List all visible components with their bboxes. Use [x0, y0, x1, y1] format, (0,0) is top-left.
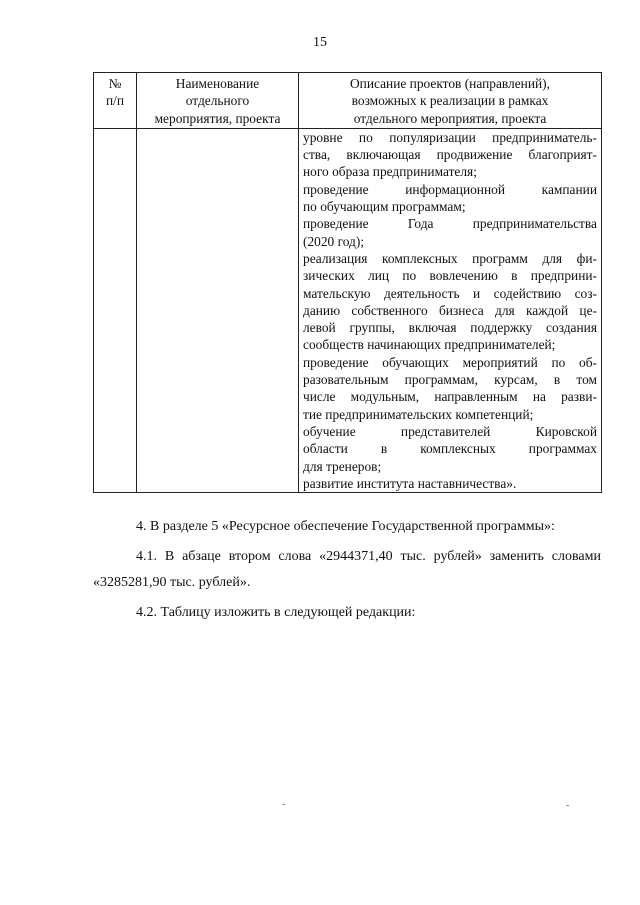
description-line: проведение информационной кампании	[303, 181, 597, 197]
description-line: (2020 год);	[303, 233, 365, 249]
table-header-row	[94, 73, 602, 129]
paragraph-4-1-line-2: «3285281,90 тыс. рублей».	[93, 575, 251, 590]
row-description-cell	[299, 128, 602, 492]
header-line: п/п	[105, 93, 125, 109]
paragraph-4-2: 4.2. Таблицу изложить в следующей редакции:	[136, 605, 416, 620]
description-line: мательскую деятельность и содействию соз-	[303, 285, 597, 301]
scan-mark: ‐	[566, 800, 570, 811]
header-line: отдельного мероприятия, проекта	[353, 110, 547, 126]
description-line: проведение обучающих мероприятий по об-	[303, 354, 597, 370]
paragraph-section-4: 4. В разделе 5 «Ресурсное обеспечение Государственной программы»:	[136, 519, 555, 534]
projects-table	[93, 72, 602, 493]
paragraph-4-1-line-1: 4.1. В абзаце втором слова «2944371,40 тыс. рублей» заменить словами	[136, 549, 601, 564]
header-name	[137, 73, 299, 129]
description-line: левой группы, включая поддержку создания	[303, 320, 597, 336]
description-line: тие предпринимательских компетенций;	[303, 406, 534, 422]
header-line: Описание проектов (направлений),	[350, 76, 550, 91]
description-line: ного образа предпринимателя;	[303, 164, 477, 180]
description-line: данию собственного бизнеса для каждой це-	[303, 302, 597, 318]
row-name-cell	[137, 128, 299, 492]
description-line: реализация комплексных программ для фи-	[303, 250, 597, 266]
header-line: №	[108, 76, 122, 91]
description-line: области в комплексных программах	[303, 441, 597, 457]
description-line: сообществ начинающих предпринимателей;	[303, 337, 556, 353]
description-line: уровне по популяризации предприниматель-	[303, 129, 597, 145]
header-line: Наименование	[175, 76, 260, 91]
description-line: обучение представителей Кировской	[303, 423, 597, 439]
description-line: разовательным программам, курсам, в том	[303, 372, 597, 388]
table-row	[94, 128, 602, 492]
description-line: развитие института наставничества».	[303, 475, 517, 491]
description-line: проведение Года предпринимательства	[303, 216, 597, 232]
header-number	[94, 73, 137, 129]
header-line: отдельного	[185, 93, 250, 109]
header-line: возможных к реализации в рамках	[351, 93, 549, 109]
description-line: числе модульным, направленным на разви-	[303, 389, 597, 405]
header-description	[299, 73, 602, 129]
description-line: для тренеров;	[303, 458, 382, 474]
description-line: зических лиц по вовлечению в предприни-	[303, 268, 597, 284]
page-number: 15	[313, 35, 327, 50]
description-line: по обучающим программам;	[303, 199, 466, 215]
scan-mark: ‐	[282, 799, 286, 810]
row-number-cell	[94, 128, 137, 492]
description-line: ства, включающая продвижение благоприят-	[303, 147, 597, 163]
header-line: мероприятия, проекта	[154, 110, 281, 126]
